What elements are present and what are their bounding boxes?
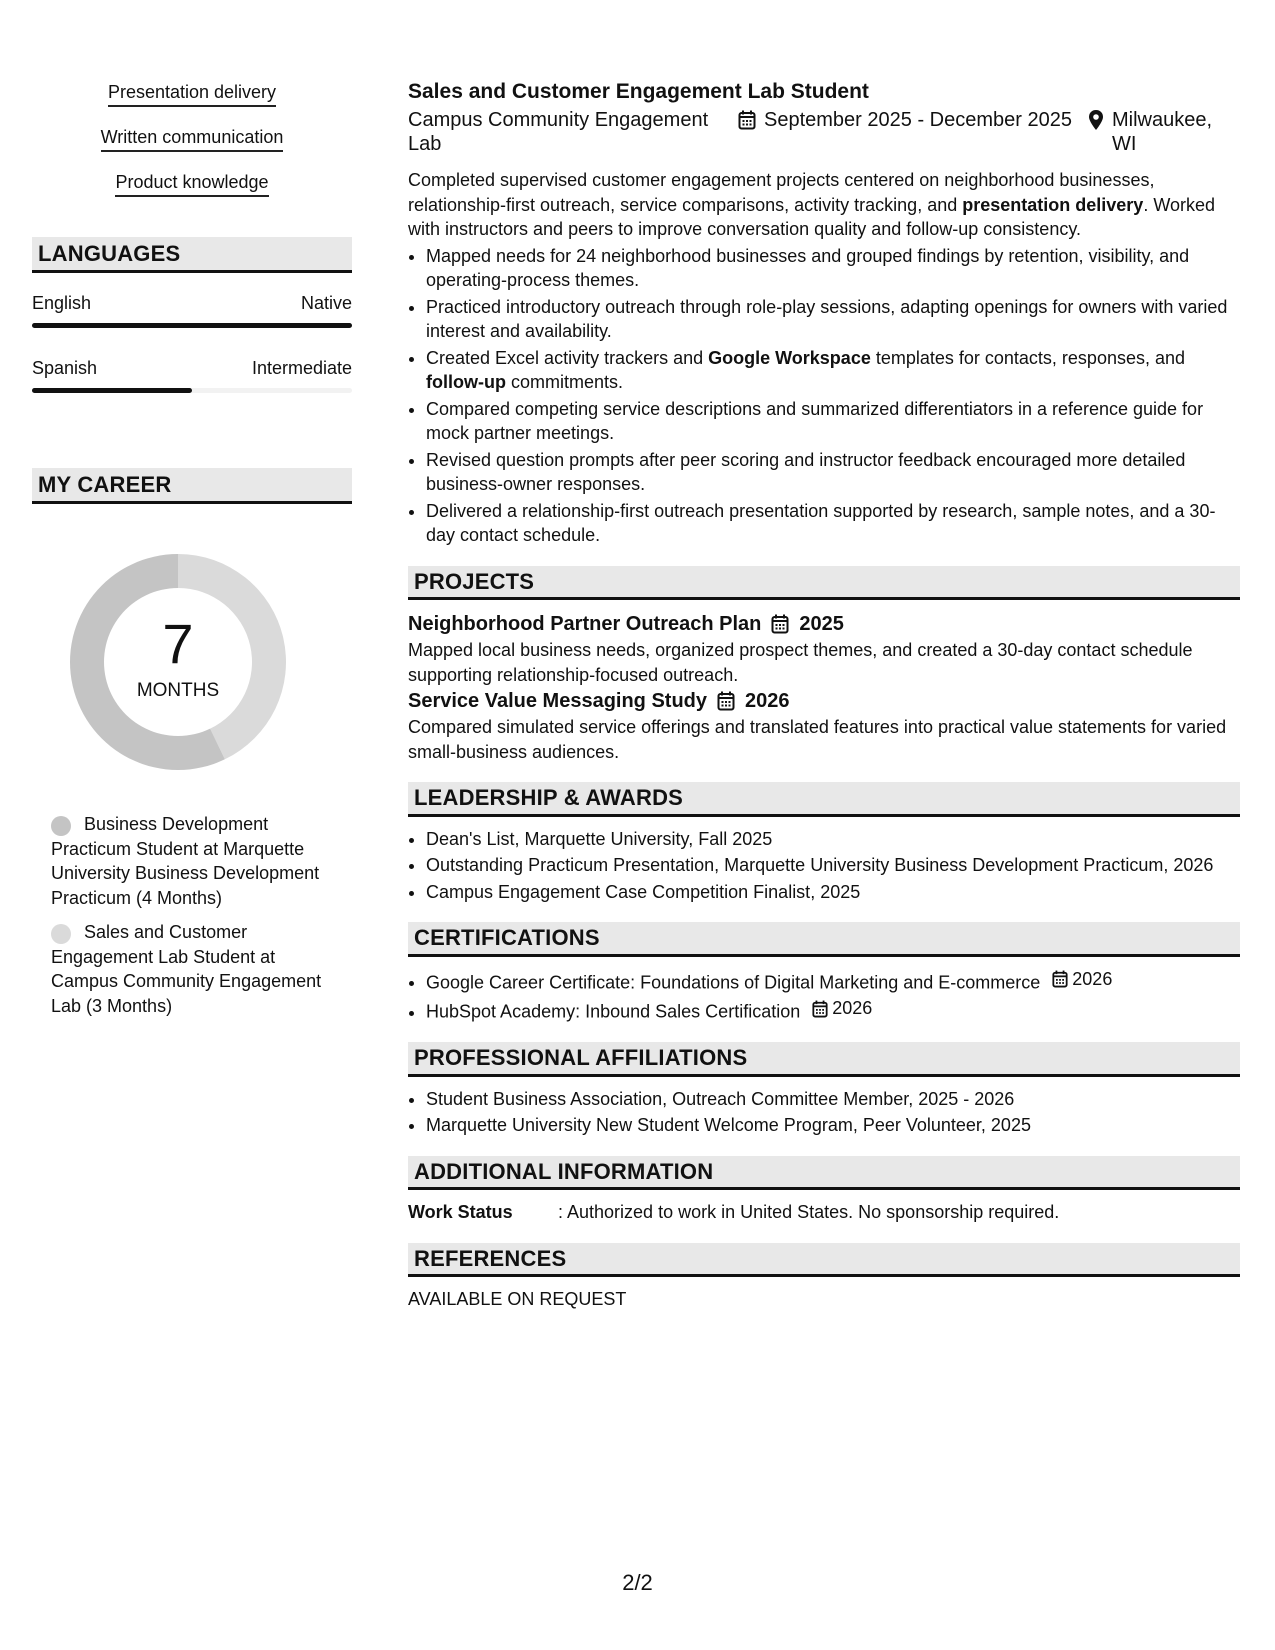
language-proficiency-fill	[32, 388, 192, 393]
work-status-row	[408, 1200, 1240, 1225]
certification-item	[426, 996, 1240, 1024]
project-description: Compared simulated service offerings and translated features into practical value statements for varied small-business audiences.	[408, 717, 1227, 762]
language-level: Intermediate	[251, 358, 352, 378]
affiliation-item: • Student Business Association, Outreach Committee Member, 2025 - 2026	[426, 1087, 1240, 1112]
job-dates: September 2025 - December 2025	[738, 108, 1088, 156]
job-location: Milwaukee, WI	[1088, 108, 1238, 156]
job-bullet: • Practiced introductory outreach through role-play sessions, adapting openings for owners with varied interest and availability.	[426, 295, 1240, 344]
career-donut-chart	[62, 546, 294, 778]
project-item	[408, 687, 1240, 764]
award-item: • Outstanding Practicum Presentation, Marquette University Business Development Practicum, 2026	[426, 853, 1240, 878]
career-legend-item: Sales and Customer Engagement Lab Student at Campus Community Engagement Lab (3 Months)	[51, 922, 322, 1016]
location-pin-icon	[1088, 109, 1104, 131]
project-year: 2025	[799, 613, 844, 635]
calendar-icon	[812, 1000, 828, 1018]
project-title: Neighborhood Partner Outreach Plan	[408, 613, 762, 635]
career-legend-item: Business Development Practicum Student at Marquette University Business Development Practicum (4 Months)	[51, 814, 320, 908]
references-section	[408, 1243, 1240, 1312]
career-total-unit: MONTHS	[136, 680, 220, 701]
certifications-list	[408, 967, 1240, 1025]
skill-item: Product knowledge	[32, 172, 352, 217]
work-status-label: Work Status	[408, 1202, 513, 1222]
references-text: AVAILABLE ON REQUEST	[408, 1289, 627, 1309]
additional-section	[408, 1156, 1240, 1225]
certification-year: 2026	[832, 998, 873, 1019]
award-item: • Campus Engagement Case Competition Finalist, 2025	[426, 880, 1240, 905]
awards-section	[408, 782, 1240, 904]
career-total-number: 7	[162, 612, 194, 675]
affiliations-section	[408, 1042, 1240, 1138]
certifications-section	[408, 922, 1240, 1024]
job-entry	[408, 78, 1240, 548]
right-column	[408, 78, 1240, 1312]
language-proficiency-bar	[32, 323, 352, 328]
award-item: • Dean's List, Marquette University, Fall 2025	[426, 827, 1240, 852]
left-column	[32, 82, 352, 1028]
language-level: Native	[300, 293, 352, 313]
affiliations-list	[408, 1087, 1240, 1138]
projects-section	[408, 566, 1240, 765]
page-number: 2/2	[622, 1570, 653, 1595]
job-bullet: • Created Excel activity trackers and Google Workspace templates for contacts, responses, and follow-up commitments.	[426, 346, 1240, 395]
awards-heading: LEADERSHIP & AWARDS	[408, 782, 1240, 817]
job-bullet: • Mapped needs for 24 neighborhood businesses and grouped findings by retention, visibility, and operating-process themes.	[426, 244, 1240, 293]
language-proficiency-bar	[32, 388, 352, 393]
calendar-icon	[771, 614, 789, 634]
job-summary: Completed supervised customer engagement projects centered on neighborhood businesses, relationship-first outreach, service comparisons, activity tracking, and presentation delivery. Worked with instructors and peers to improve conversation quality and follow-up consistency.	[408, 170, 1216, 239]
legend-dot-icon	[51, 816, 71, 836]
awards-list	[408, 827, 1240, 905]
language-name: English	[32, 293, 92, 313]
language-proficiency-fill	[32, 323, 352, 328]
additional-heading: ADDITIONAL INFORMATION	[408, 1156, 1240, 1191]
calendar-icon	[717, 691, 735, 711]
certification-name: Google Career Certificate: Foundations of Digital Marketing and E-commerce	[426, 971, 1041, 992]
skills-list	[32, 82, 352, 217]
affiliations-heading: PROFESSIONAL AFFILIATIONS	[408, 1042, 1240, 1077]
projects-heading: PROJECTS	[408, 566, 1240, 601]
job-meta	[408, 108, 1240, 156]
skill-item: Presentation delivery	[32, 82, 352, 127]
job-bullet: • Revised question prompts after peer scoring and instructor feedback encouraged more detailed business-owner responses.	[426, 448, 1240, 497]
career-legend	[32, 812, 352, 1018]
references-heading: REFERENCES	[408, 1243, 1240, 1278]
project-item	[408, 610, 1240, 687]
language-spanish	[32, 358, 352, 393]
project-year: 2026	[745, 690, 790, 712]
calendar-icon	[738, 110, 756, 130]
job-company: Campus Community Engagement Lab	[408, 109, 709, 155]
skill-item: Written communication	[32, 127, 352, 172]
affiliation-item: • Marquette University New Student Welcome Program, Peer Volunteer, 2025	[426, 1113, 1240, 1138]
job-bullets	[408, 244, 1240, 548]
project-title: Service Value Messaging Study	[408, 690, 708, 712]
language-name: Spanish	[32, 358, 98, 378]
legend-dot-icon	[51, 924, 71, 944]
job-title: Sales and Customer Engagement Lab Student	[408, 80, 869, 103]
certification-item	[426, 967, 1240, 995]
calendar-icon	[1052, 970, 1068, 988]
certification-name: HubSpot Academy: Inbound Sales Certification	[426, 1001, 801, 1022]
job-bullet: • Delivered a relationship-first outreach presentation supported by research, sample notes, and a 30-day contact schedule.	[426, 499, 1240, 548]
job-bullet: • Compared competing service descriptions and summarized differentiators in a reference guide for mock partner meetings.	[426, 397, 1240, 446]
career-heading: MY CAREER	[32, 468, 352, 504]
project-description: Mapped local business needs, organized prospect themes, and created a 30-day contact schedule supporting relationship-focused outreach.	[408, 640, 1193, 685]
languages-heading: LANGUAGES	[32, 237, 352, 273]
language-english	[32, 293, 352, 328]
certifications-heading: CERTIFICATIONS	[408, 922, 1240, 957]
certification-year: 2026	[1072, 968, 1113, 989]
work-status-value: : Authorized to work in United States. No sponsorship required.	[558, 1202, 1060, 1222]
